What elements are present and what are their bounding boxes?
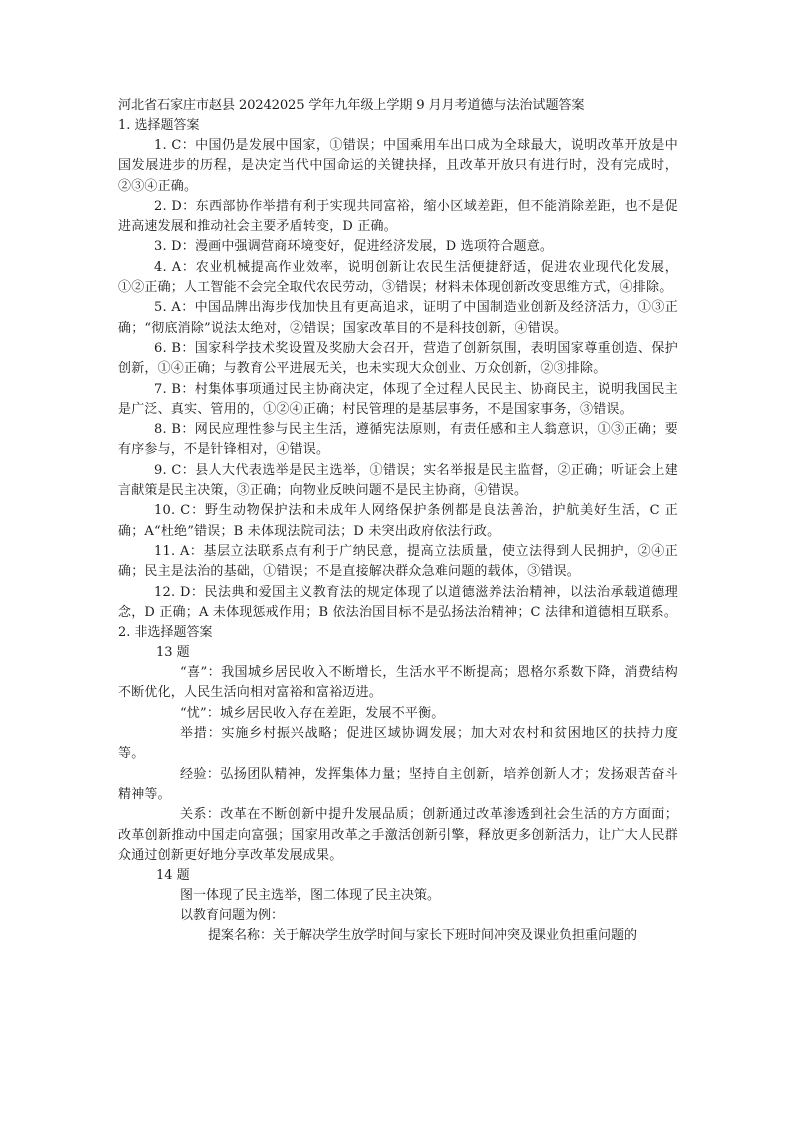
document-title: 河北省石家庄市赵县 20242025 学年九年级上学期 9 月月考道德与法治试题答案	[118, 98, 585, 113]
answer-item: 9. C：县人大代表选举是民主选举，①错误；实名举报是民主监督，②正确；听证会上建言献策是民主决策，③正确；向物业反映问题不是民主协商，④错误。	[118, 462, 678, 499]
answer-item: 11. A：基层立法联系点有利于广纳民意，提高立法质量，使立法得到人民拥护，②④正确；民主是法治的基础，①错误；不是直接解决群众急难问题的载体，③错误。	[118, 543, 678, 580]
answer-item: 8. B：网民应理性参与民主生活，遵循宪法原则，有责任感和主人翁意识，①③正确；要有序参与，不是针锋相对，④错误。	[118, 422, 678, 458]
answer-item: 6. B：国家科学技术奖设置及奖励大会召开，营造了创新氛围，表明国家尊重创造、保护创新，①④正确；与教育公平进展无关，也未实现大众创业、万众创新，②③排除。	[118, 340, 678, 377]
q13-paragraph: “喜”：我国城乡居民收入不断增长，生活水平不断提高；恩格尔系数下降，消费结构不断优化，人民生活向相对富裕和富裕迈进。	[118, 665, 678, 701]
answer-item: 4. A：农业机械提高作业效率，说明创新让农民生活便捷舒适，促进农业现代化发展，①②正确；人工智能不会完全取代农民劳动，③错误；材料未体现创新改变思维方式，④排除。	[118, 259, 678, 296]
section-heading-choice: 1. 选择题答案	[118, 118, 200, 133]
answer-document	[118, 96, 678, 946]
question-14-label: 14 题	[156, 868, 190, 884]
q13-paragraph: “忧”：城乡居民收入存在差距，发展不平衡。	[180, 705, 445, 721]
section-heading-nonchoice: 2. 非选择题答案	[118, 625, 213, 641]
q13-paragraph: 经验：弘扬团队精神，发挥集体力量；坚持自主创新，培养创新人才；发扬艰苦奋斗精神等。	[118, 766, 678, 802]
q14-paragraph: 以教育问题为例：	[180, 908, 285, 924]
answer-item: 1. C：中国仍是发展中国家，①错误；中国乘用车出口成为全球最大，说明改革开放是中国发展进步的历程，是决定当代中国命运的关键抉择，且改革开放只有进行时，没有完成时，②③④正确。	[118, 138, 678, 194]
answer-item: 10. C：野生动物保护法和未成年人网络保护条例都是良法善治，护航美好生活，C 正确；A“杜绝”错误；B 未体现法院司法；D 未突出政府依法行政。	[118, 503, 678, 539]
answer-item: 5. A：中国品牌出海步伐加快且有更高追求，证明了中国制造业创新及经济活力，①③正确；“彻底消除”说法太绝对，②错误；国家改革目的不是科技创新，④错误。	[118, 300, 678, 336]
q13-paragraph: 举措：实施乡村振兴战略；促进区域协调发展；加大对农村和贫困地区的扶持力度等。	[118, 726, 678, 762]
q14-paragraph: 提案名称：关于解决学生放学时间与家长下班时间冲突及课业负担重问题的	[208, 928, 638, 944]
q14-paragraph: 图一体现了民主选举，图二体现了民主决策。	[180, 888, 441, 904]
question-13-label: 13 题	[156, 645, 190, 661]
answer-item: 3. D：漫画中强调营商环境变好，促进经济发展，D 选项符合题意。	[154, 239, 554, 255]
answer-item: 2. D：东西部协作举措有利于实现共同富裕，缩小区域差距，但不能消除差距，也不是促进高速发展和推动社会主要矛盾转变，D 正确。	[118, 198, 678, 235]
answer-item: 12. D：民法典和爱国主义教育法的规定体现了以道德滋养法治精神，以法治承载道德理念，D 正确；A 未体现惩戒作用；B 依法治国目标不是弘扬法治精神；C 法律和道德相互联系。	[118, 584, 678, 620]
answer-item: 7. B：村集体事项通过民主协商决定，体现了全过程人民民主、协商民主，说明我国民主是广泛、真实、管用的，①②④正确；村民管理的是基层事务，不是国家事务，③错误。	[118, 381, 678, 417]
q13-paragraph: 关系：改革在不断创新中提升发展品质；创新通过改革渗透到社会生活的方方面面；改革创新推动中国走向富强；国家用改革之手激活创新引擎，释放更多创新活力，让广大人民群众通过创新更好地分享改革发展成果。	[118, 807, 678, 863]
